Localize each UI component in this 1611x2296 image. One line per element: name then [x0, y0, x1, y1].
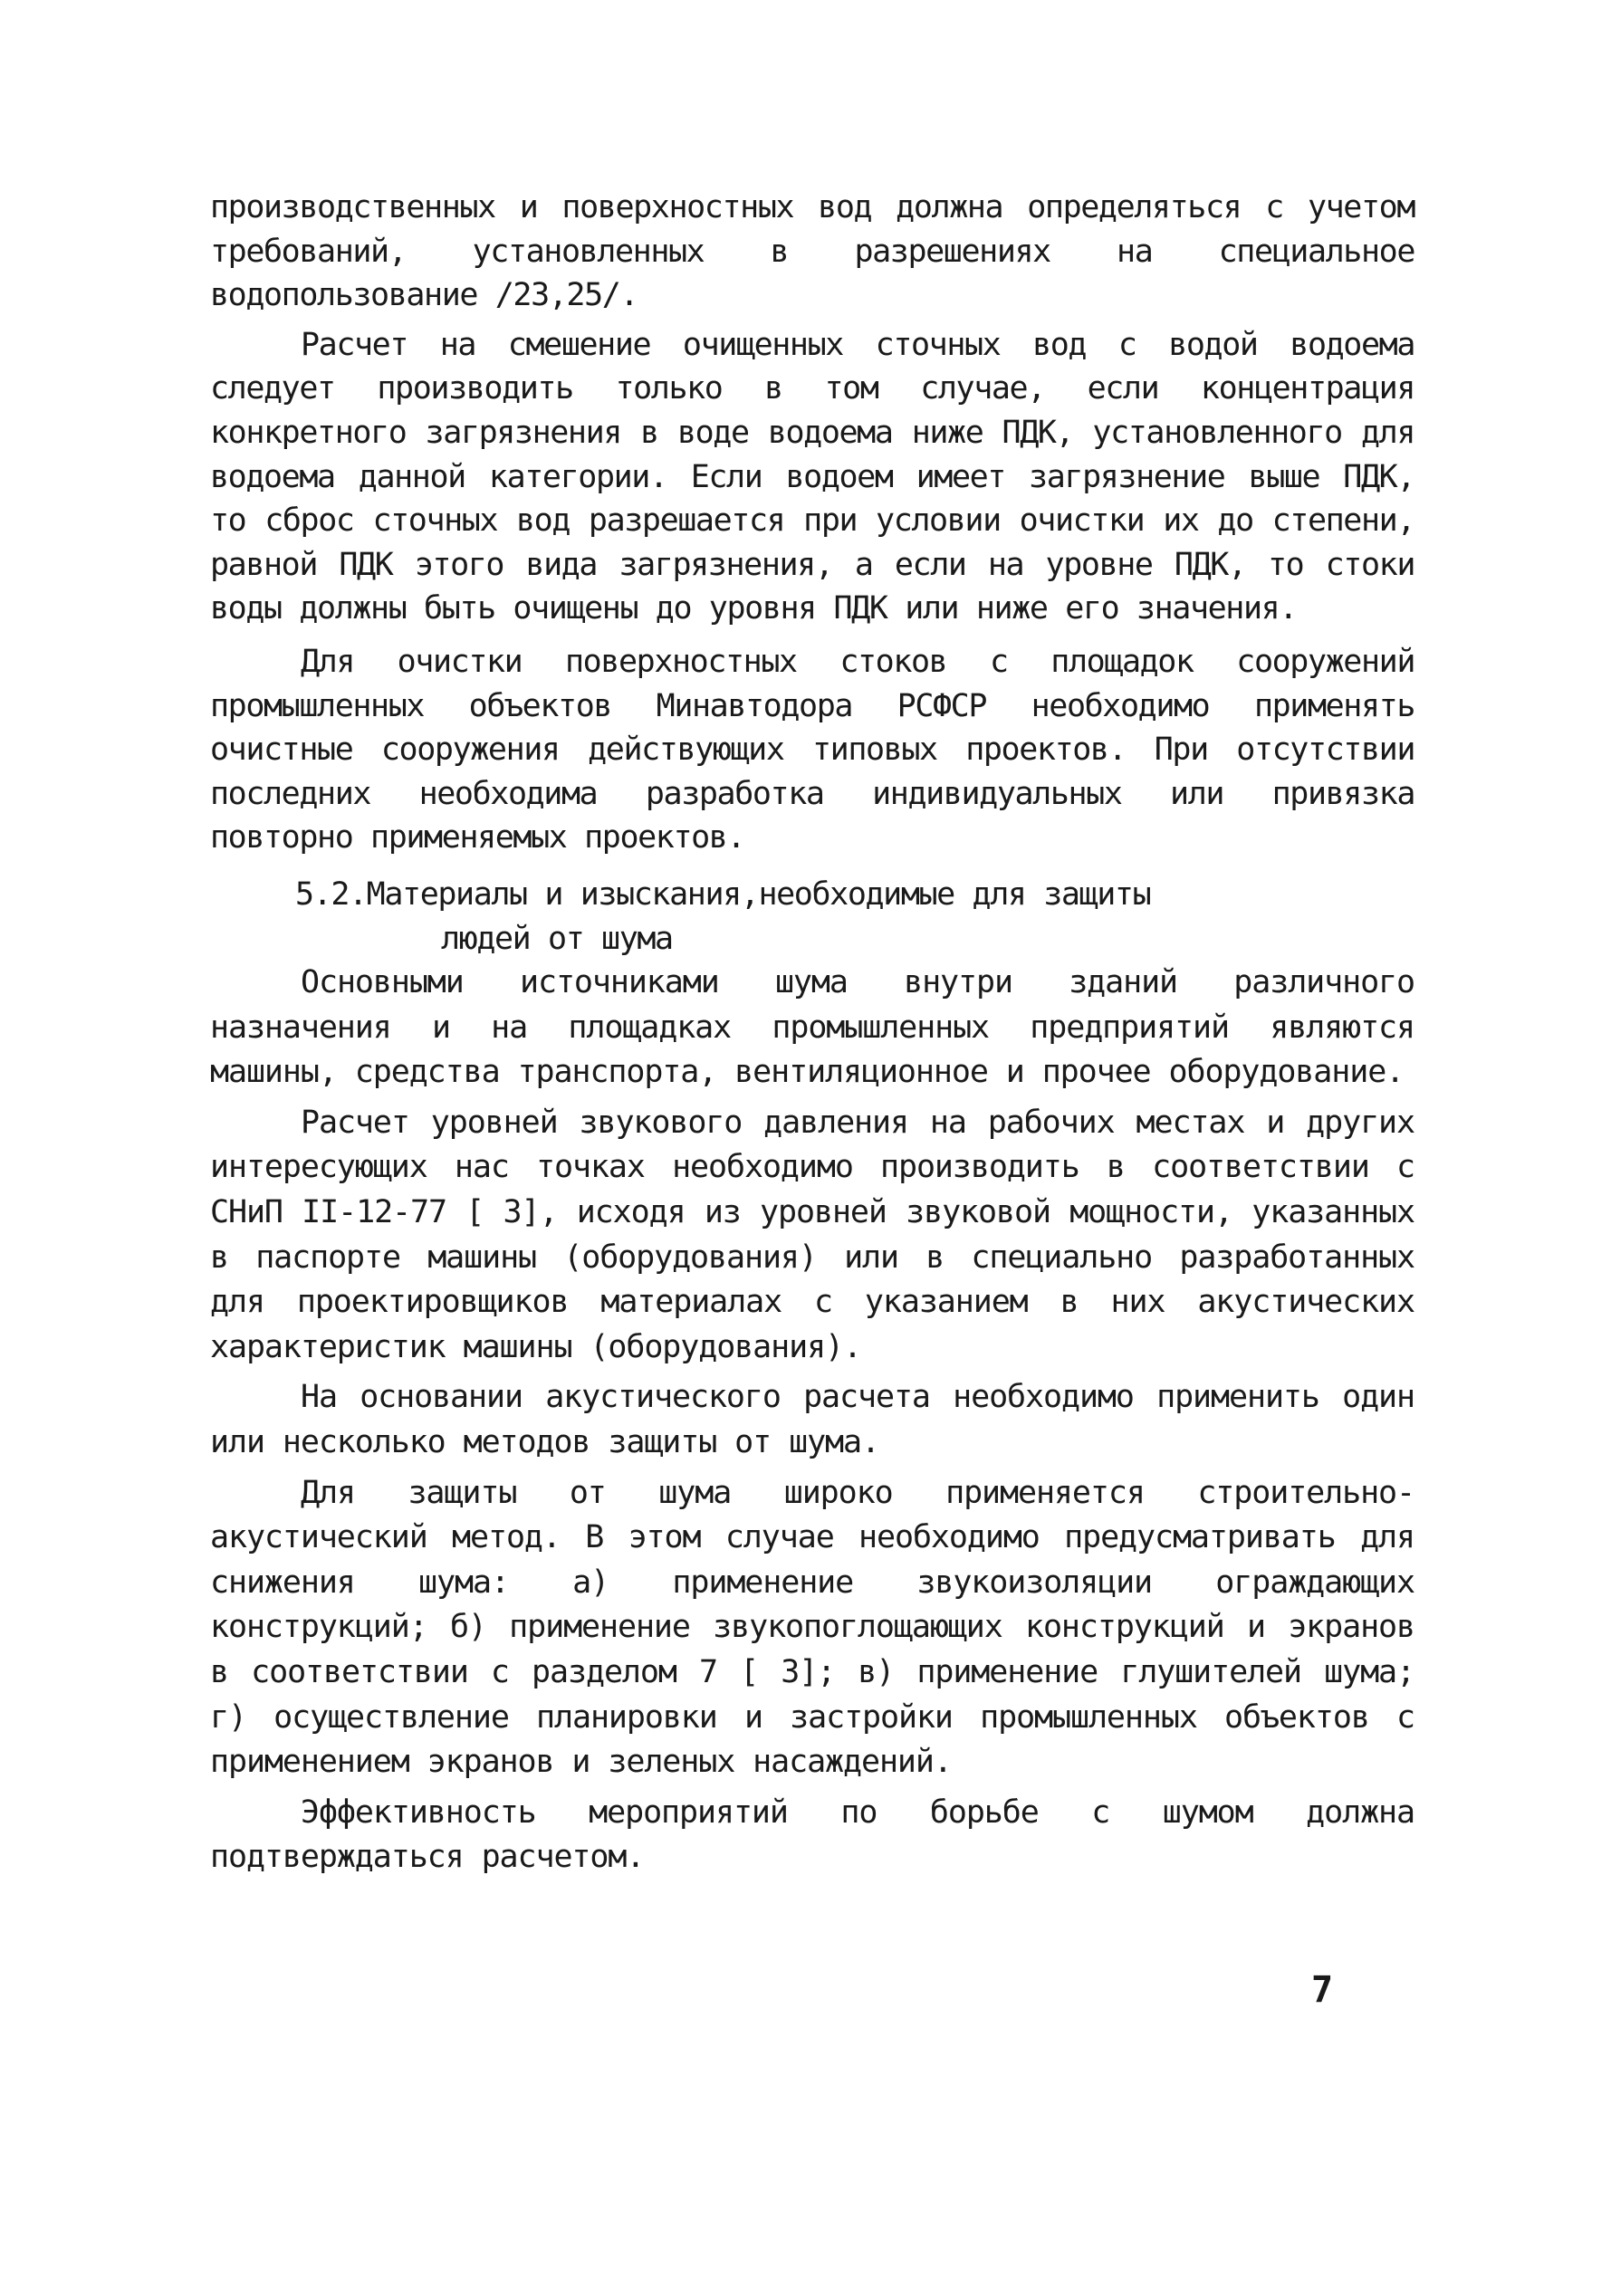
section-heading — [210, 873, 1414, 961]
paragraph-surface-runoff: Для очистки поверхностных стоков с площадок сооружений промышленных объектов Минавтодора РСФСР необходимо применять очистные сооружения действующих типовых проектов. При отсутствии последних необходима разработка индивидуальных или привязка повторно применяемых проектов. — [210, 643, 1414, 856]
paragraph-mixing-calculation: Расчет на смешение очищенных сточных вод с водой водоема следует производить только в том случае, если концентрация конкретного загрязнения в воде водоема ниже ПДК, установленного для водоема данной категории. Если водоем имеет загрязнение выше ПДК, то сброс сточных вод разрешается при условии очистки их до степени, равной ПДК этого вида загрязнения, а если на уровне ПДК, то стоки воды должны быть очищены до уровня ПДК или ниже его значения. — [210, 326, 1414, 627]
paragraph-continuation: производственных и поверхностных вод должна определяться с учетом требований, установленных в разрешениях на специальное водопользование /23,25/. — [210, 189, 1414, 314]
paragraph-effectiveness: Эффективность мероприятий по борьбе с шумом должна подтверждаться расчетом. — [210, 1794, 1414, 1876]
section-body — [210, 961, 1414, 1880]
paragraph-sound-pressure: Расчет уровней звукового давления на рабочих местах и других интересующих нас точках необходимо производить в соответствии с СНиП II-12-77 [ 3], исходя из уровней звуковой мощности, указанных в паспорте машины (оборудования) или в специально разработанных для проектировщиков материалах с указанием в них акустических характеристик машины (оборудования). — [210, 1104, 1414, 1365]
paragraph-protection-methods: Для защиты от шума широко применяется строительно-акустический метод. В этом случае необходимо предусматривать для снижения шума: а) применение звукоизоляции ограждающих конструкций; б) применение звукопоглощающих конструкций и экранов в соответствии с разделом 7 [ 3]; в) применение глушителей шума; г) осуществление планировки и застройки промышленных объектов с применением экранов и зеленых насаждений. — [210, 1474, 1414, 1781]
section-heading-line2: людей от шума — [441, 920, 673, 957]
page-number: 7 — [1311, 1969, 1334, 2011]
paragraph-acoustic-calculation: На основании акустического расчета необходимо применить один или несколько методов защиты от шума. — [210, 1379, 1414, 1461]
section-heading-line1: 5.2.Материалы и изыскания,необходимые для защиты — [295, 875, 1151, 913]
body-text — [210, 186, 1414, 1880]
paragraph-noise-sources: Основными источниками шума внутри зданий различного назначения и на площадках промышленных предприятий являются машины, средства транспорта, вентиляционное и прочее оборудование. — [210, 964, 1414, 1091]
